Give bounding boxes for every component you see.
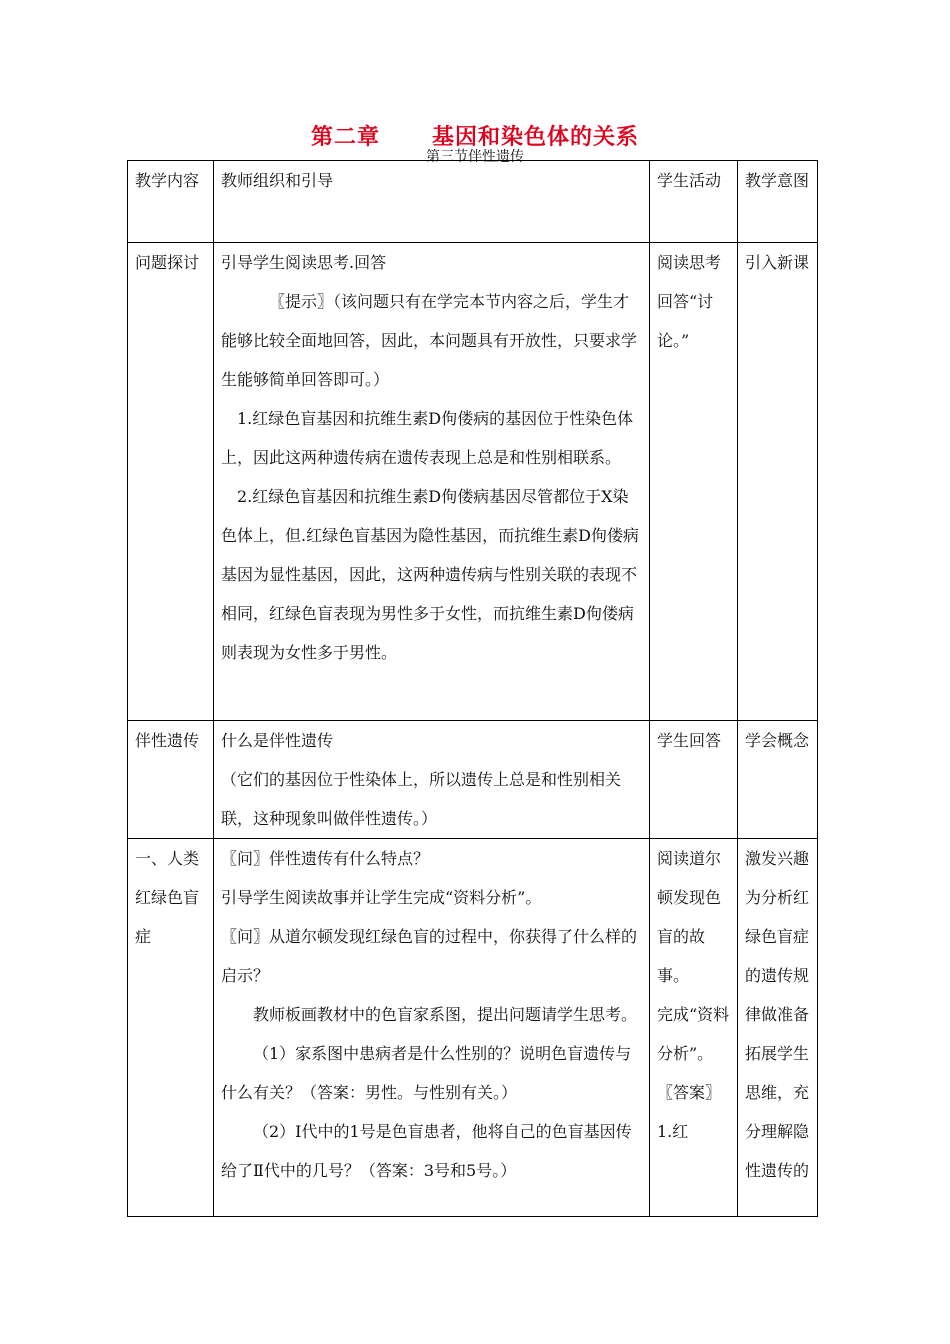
row-topic: 一、人类红绿色盲症: [128, 839, 214, 1217]
row-teacher-guidance: [214, 243, 650, 721]
row-student-activity: [650, 839, 738, 1217]
row-intent: 学会概念: [738, 721, 818, 839]
header-student: 学生活动: [650, 161, 738, 243]
chapter-title: 第二章 基因和染色体的关系: [311, 125, 639, 150]
section-title: 第三节伴性遗传: [426, 149, 524, 165]
paragraph: 〖问〗伴性遗传有什么特点？: [221, 849, 430, 868]
row-teacher-guidance: [214, 721, 650, 839]
paragraph: 〖提示〗（该问题只有在学完本节内容之后，学生才能够比较全面地回答，因此，本问题具有开放性，只要求学生能够简单回答即可。）: [221, 292, 638, 389]
row-topic: 伴性遗传: [128, 721, 214, 839]
header-teacher: 教师组织和引导: [214, 161, 650, 243]
row-teacher-guidance: [214, 839, 650, 1217]
table-row: [128, 243, 818, 721]
paragraph: 阅读道尔顿发现色盲的故事。: [657, 849, 722, 985]
paragraph: 2.红绿色盲基因和抗维生素D佝偻病基因尽管都位于X染色体上，但.红绿色盲基因为隐性基因，而抗维生素D佝偻病基因为显性基因，因此，这两种遗传病与性别关联的表现不相同，红绿色盲表现为男性多于女性，而抗维生素D佝偻病则表现为女性多于男性。: [221, 487, 639, 662]
table-header-row: [128, 161, 818, 243]
paragraph: 〖答案〗1.红: [657, 1083, 722, 1141]
paragraph: 完成“资料分析”。: [657, 1005, 730, 1063]
row-topic: 问题探讨: [128, 243, 214, 721]
paragraph: （它们的基因位于性染体上，所以遗传上总是和性别相关联，这种现象叫做伴性遗传。）: [221, 770, 622, 828]
paragraph: 引导学生阅读故事并让学生完成“资料分析”。: [221, 888, 542, 907]
lesson-plan-table: [127, 160, 818, 1217]
row-student-activity: 阅读思考回答“讨论。”: [650, 243, 738, 721]
paragraph: 1.红绿色盲基因和抗维生素D佝偻病的基因位于性染色体上，因此这两种遗传病在遗传表现上总是和性别相联系。: [221, 409, 634, 467]
row-intent: 激发兴趣为分析红绿色盲症的遗传规律做准备拓展学生思维，充分理解隐性遗传的: [738, 839, 818, 1217]
row-student-activity: 学生回答: [650, 721, 738, 839]
header-content: 教学内容: [128, 161, 214, 243]
paragraph: 〖问〗从道尔顿发现红绿色盲的过程中，你获得了什么样的启示？: [221, 927, 638, 985]
paragraph: （2）Ⅰ代中的1号是色盲患者，他将自己的色盲基因传给了Ⅱ代中的几号？（答案：3号和5号。）: [221, 1122, 632, 1180]
header-intent: 教学意图: [738, 161, 818, 243]
row-intent: 引入新课: [738, 243, 818, 721]
paragraph: 引导学生阅读思考.回答: [221, 253, 387, 272]
table-row: [128, 839, 818, 1217]
paragraph: 什么是伴性遗传: [221, 731, 334, 750]
table-row: [128, 721, 818, 839]
paragraph: （1）家系图中患病者是什么性别的？说明色盲遗传与什么有关？（答案：男性。与性别有关。）: [221, 1044, 632, 1102]
paragraph: 教师板画教材中的色盲家系图，提出问题请学生思考。: [253, 1005, 638, 1024]
